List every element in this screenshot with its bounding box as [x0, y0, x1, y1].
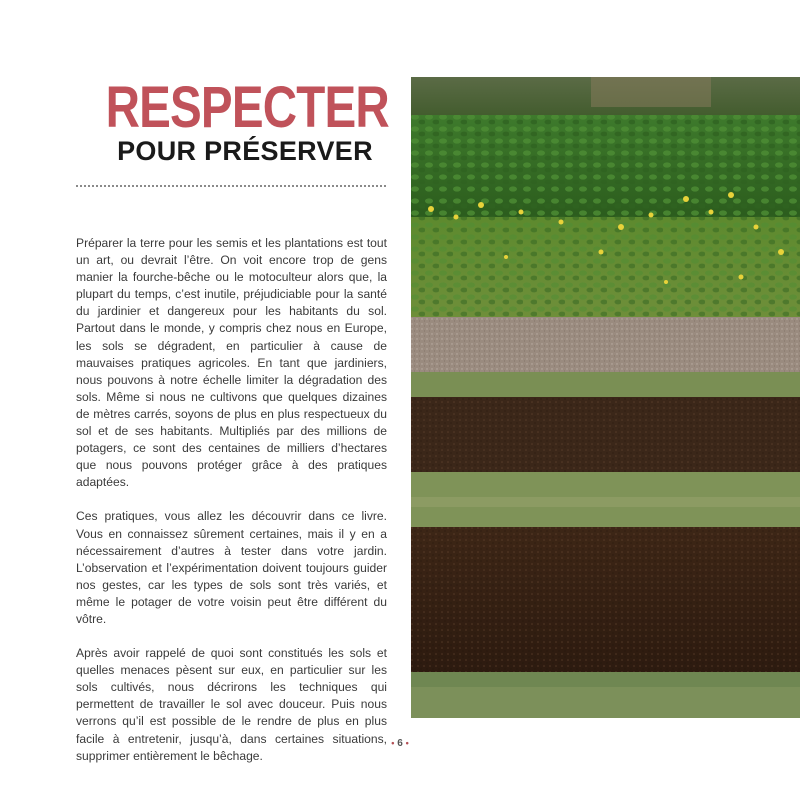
- page-number-dot-right: •: [405, 738, 409, 748]
- page-subtitle: POUR PRÉSERVER: [117, 136, 373, 166]
- dotted-divider: [76, 185, 386, 187]
- page-title: RESPECTER: [105, 75, 389, 140]
- paragraph-3: Après avoir rappelé de quoi sont constitués les sols et quelles menaces pèsent sur eux, en particulier sur les sols cultivés, nous décrirons les techniques qui permettent de travailler le sol avec douceur. Puis nous verrons qu’il est possible de le rendre de plus en plus facile à entretenir, jusqu’à, dans certaines situations, supprimer entièrement le bêchage.: [76, 646, 387, 763]
- garden-photo: [411, 77, 800, 718]
- garden-beds-illustration: [411, 77, 800, 718]
- page-number-value: 6: [397, 738, 403, 749]
- body-text: [76, 235, 387, 782]
- paragraph-1: Préparer la terre pour les semis et les plantations est tout un art, ou devrait l’être. On voit encore trop de gens manier la fourche-bêche ou le motoculteur alors que, la plupart du temps, c’est inutile, préjudiciable pour la santé du jardinier et dangereux pour les habitants du sol. Partout dans le monde, y compris chez nous en Europe, les sols se dégradent, en particulier à cause de mauvaises pratiques agricoles. En tant que jardiniers, nous pouvons à notre échelle limiter la dégradation des sols. Même si nous ne cultivons que quelques dizaines de mètres carrés, soyons de plus en plus respectueux du sol et de ses habitants. Multipliés par des millions de potagers, ce sont des centaines de milliers d’hectares que nous pouvons protéger grâce à des pratiques adaptées.: [76, 236, 387, 490]
- page-number: [370, 738, 430, 749]
- paragraph-2: Ces pratiques, vous allez les découvrir dans ce livre. Vous en connaissez sûrement certaines, mais il y en a nécessairement d’autres à tester dans votre jardin. L’observation et l’expérimentation doivent toujours guider nos gestes, car les types de sols sont très variés, et même le potager de votre voisin peut être différent du vôtre.: [76, 509, 387, 626]
- page-number-dot-left: •: [391, 738, 395, 748]
